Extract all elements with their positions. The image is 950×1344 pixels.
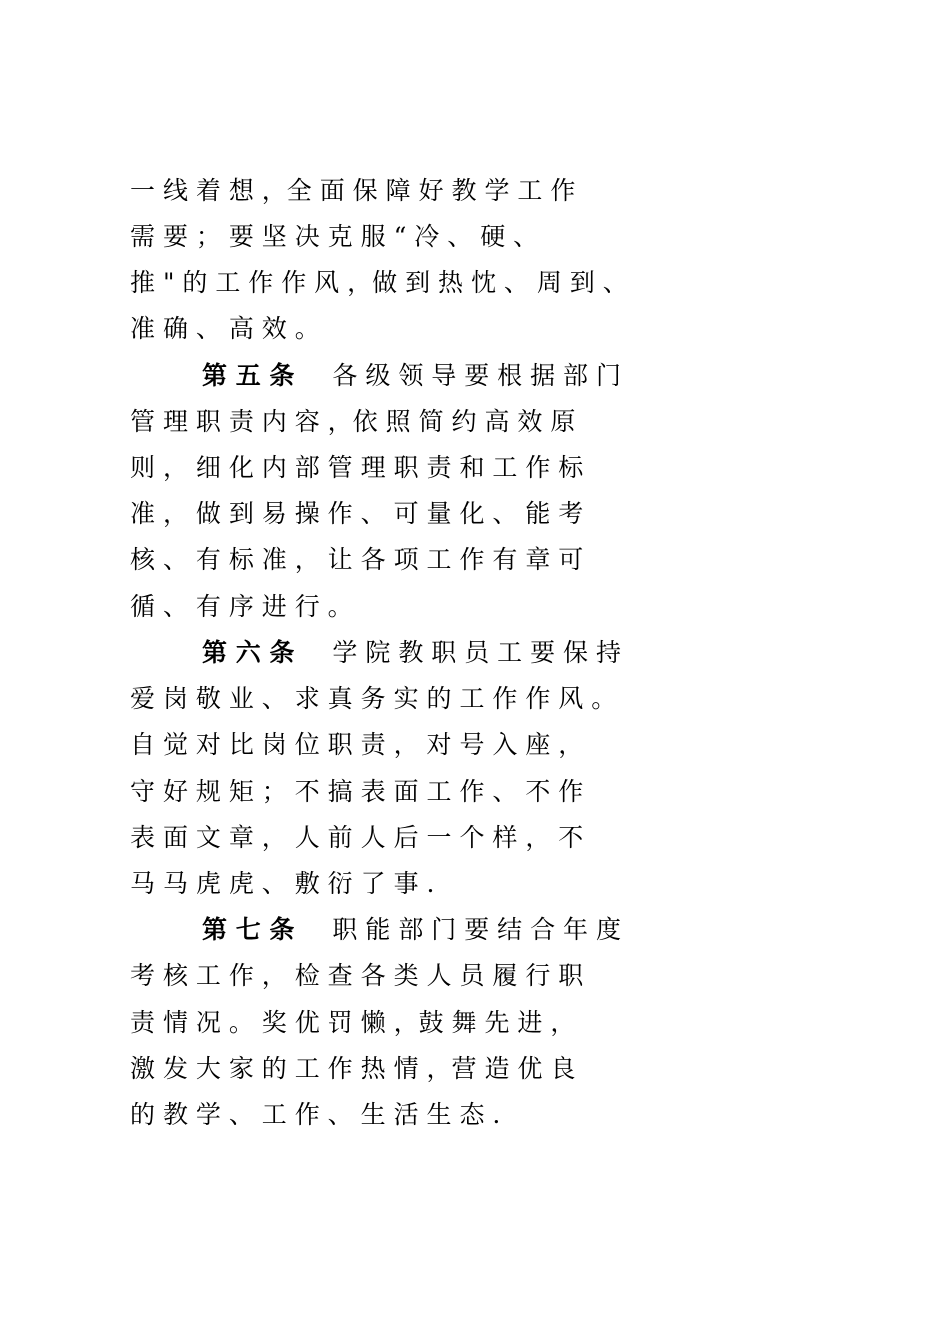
line-text: 需 要 ； 要 坚 决 克 服 “ 冷 、 硬 、 bbox=[130, 222, 539, 251]
line-text: 考 核 工 作 ， 检 查 各 类 人 员 履 行 职 bbox=[130, 961, 584, 990]
text-line bbox=[130, 676, 910, 722]
text-line bbox=[130, 537, 910, 583]
line-text: 核 、 有 标 准 ， 让 各 项 工 作 有 章 可 bbox=[130, 545, 584, 574]
article-label: 第 六 条 bbox=[202, 638, 295, 667]
line-text: 的 教 学 、 工 作 、 生 活 生 态 . bbox=[130, 1100, 501, 1129]
line-text: 推 " 的 工 作 作 风 ，做 到 热 忱 、 周 到 、 bbox=[130, 268, 628, 297]
article-label: 第 五 条 bbox=[202, 361, 295, 390]
line-text: 守 好 规 矩 ； 不 搞 表 面 工 作 、 不 作 bbox=[130, 777, 584, 806]
line-text: 激 发 大 家 的 工 作 热 情 ，营 造 优 良 bbox=[130, 1054, 576, 1083]
article-line bbox=[202, 630, 910, 676]
line-text: 职 能 部 门 要 结 合 年 度 bbox=[332, 915, 621, 944]
article-line bbox=[202, 353, 910, 399]
text-line bbox=[130, 1000, 910, 1046]
line-text: 学 院 教 职 员 工 要 保 持 bbox=[332, 638, 621, 667]
line-text: 责 情 况 。 奖 优 罚 懒 ，鼓 舞 先 进 ， bbox=[130, 1008, 576, 1037]
text-line bbox=[130, 953, 910, 999]
line-text: 自 觉 对 比 岗 位 职 责 ， 对 号 入 座 ， bbox=[130, 730, 584, 759]
article-line bbox=[202, 907, 910, 953]
line-text: 各 级 领 导 要 根 据 部 门 bbox=[332, 361, 621, 390]
text-line bbox=[130, 722, 910, 768]
line-text: 表 面 文 章 ， 人 前 人 后 一 个 样 ， 不 bbox=[130, 823, 584, 852]
line-text: 则 ， 细 化 内 部 管 理 职 责 和 工 作 标 bbox=[130, 453, 584, 482]
line-text: 循 、 有 序 进 行 。 bbox=[130, 592, 353, 621]
text-line bbox=[130, 260, 910, 306]
text-line bbox=[130, 168, 910, 214]
text-line bbox=[130, 399, 910, 445]
text-line bbox=[130, 491, 910, 537]
line-text: 准 确 、 高 效 。 bbox=[130, 314, 320, 343]
line-text: 马 马 虎 虎 、 敷 衍 了 事 . bbox=[130, 869, 435, 898]
text-line bbox=[130, 1092, 910, 1138]
line-text: 准 ， 做 到 易 操 作 、 可 量 化 、 能 考 bbox=[130, 499, 584, 528]
line-text: 管 理 职 责 内 容 ，依 照 简 约 高 效 原 bbox=[130, 407, 576, 436]
text-line bbox=[130, 306, 910, 352]
line-text: 爱 岗 敬 业 、 求 真 务 实 的 工 作 作 风 。 bbox=[130, 684, 617, 713]
article-label: 第 七 条 bbox=[202, 915, 295, 944]
text-line bbox=[130, 1046, 910, 1092]
text-line bbox=[130, 445, 910, 491]
text-line bbox=[130, 214, 910, 260]
line-text: 一 线 着 想 ，全 面 保 障 好 教 学 工 作 bbox=[130, 176, 576, 205]
text-line bbox=[130, 815, 910, 861]
text-line bbox=[130, 769, 910, 815]
text-line bbox=[130, 584, 910, 630]
text-line bbox=[130, 861, 910, 907]
